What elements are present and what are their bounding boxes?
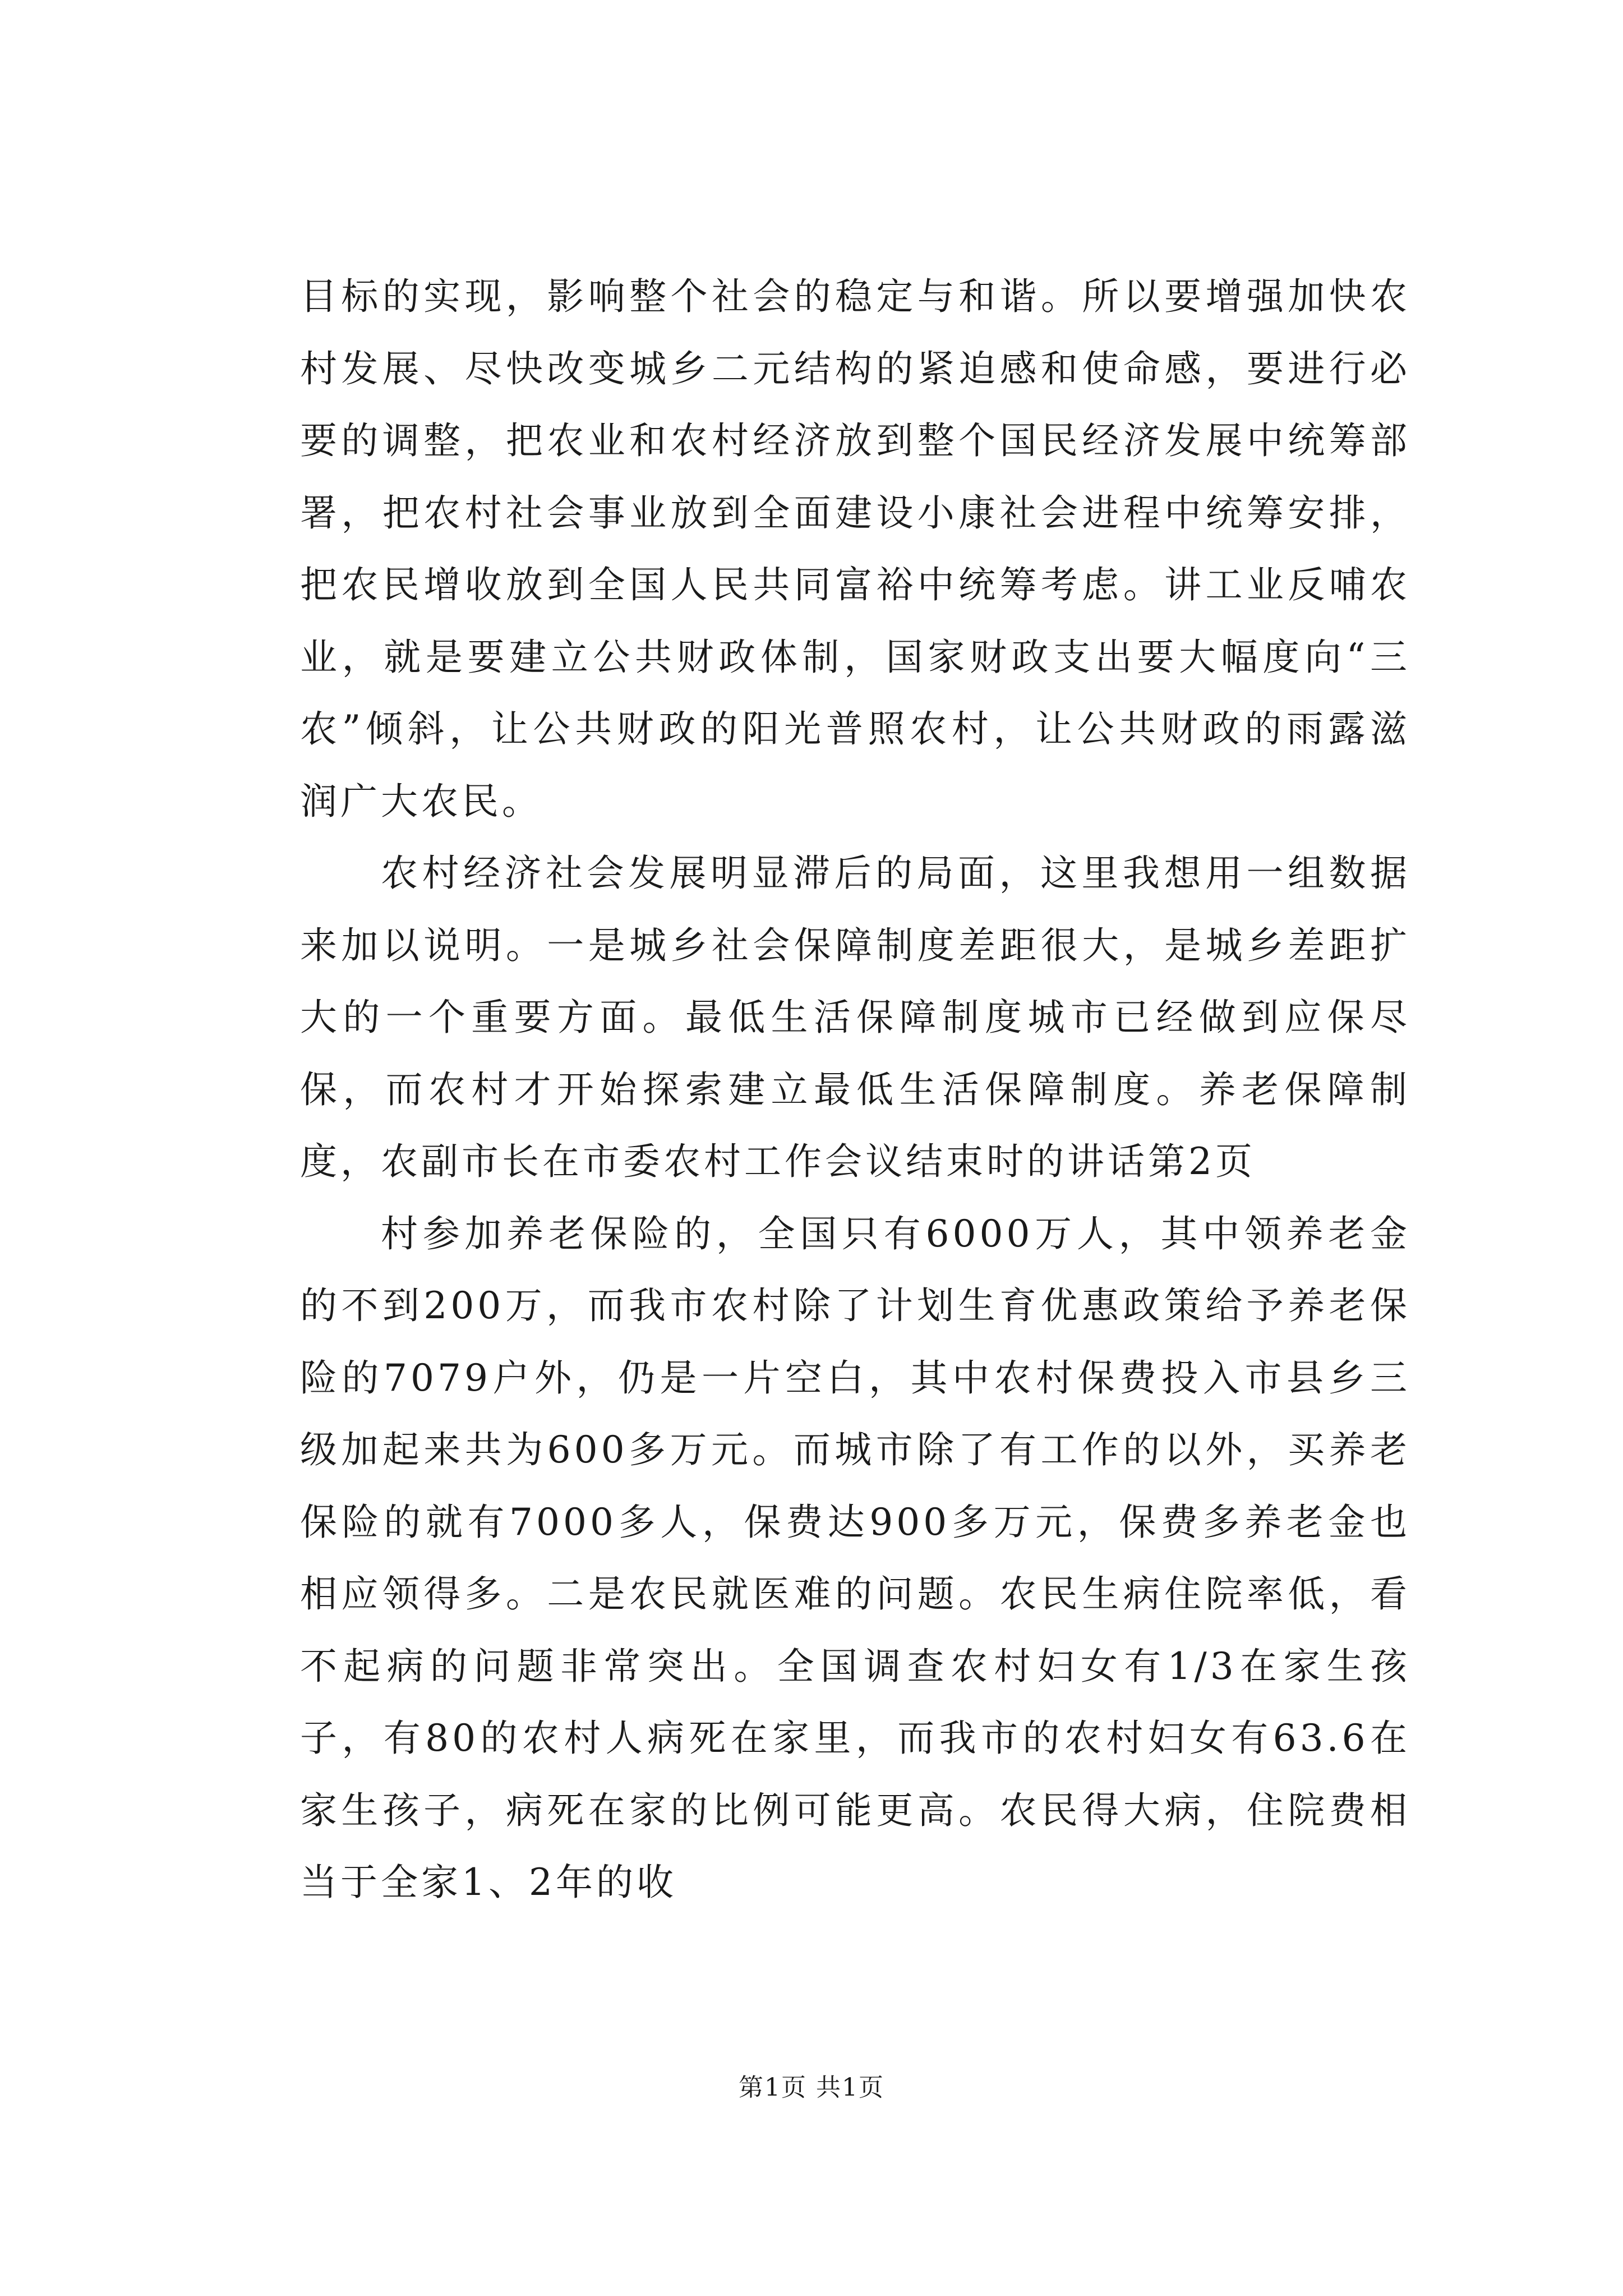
paragraph-2: 农村经济社会发展明显滞后的局面，这里我想用一组数据来加以说明。一是城乡社会保障制度差距很大，是城乡差距扩大的一个重要方面。最低生活保障制度城市已经做到应保尽保，而农村才开始探索建立最低生活保障制度。养老保障制度，农副市长在市委农村工作会议结束时的讲话第2页 — [300, 852, 1410, 1183]
body-text — [300, 261, 1410, 1919]
paragraph-3: 村参加养老保险的，全国只有6000万人，其中领养老金的不到200万，而我市农村除了计划生育优惠政策给予养老保险的7079户外，仍是一片空白，其中农村保费投入市县乡三级加起来共为600多万元。而城市除了有工作的以外，买养老保险的就有7000多人，保费达900多万元，保费多养老金也相应领得多。二是农民就医难的问题。农民生病住院率低，看不起病的问题非常突出。全国调查农村妇女有1/3在家生孩子，有80的农村人病死在家里，而我市的农村妇女有63.6在家生孩子，病死在家的比例可能更高。农民得大病，住院费相当于全家1、2年的收 — [300, 1212, 1410, 1904]
page-footer: 第1页 共1页 — [739, 2073, 884, 2102]
paragraph-1: 目标的实现，影响整个社会的稳定与和谐。所以要增强加快农村发展、尽快改变城乡二元结构的紧迫感和使命感，要进行必要的调整，把农业和农村经济放到整个国民经济发展中统筹部署，把农村社会事业放到全面建设小康社会进程中统筹安排，把农民增收放到全国人民共同富裕中统筹考虑。讲工业反哺农业，就是要建立公共财政体制，国家财政支出要大幅度向“三农”倾斜，让公共财政的阳光普照农村，让公共财政的雨露滋润广大农民。 — [300, 275, 1410, 823]
